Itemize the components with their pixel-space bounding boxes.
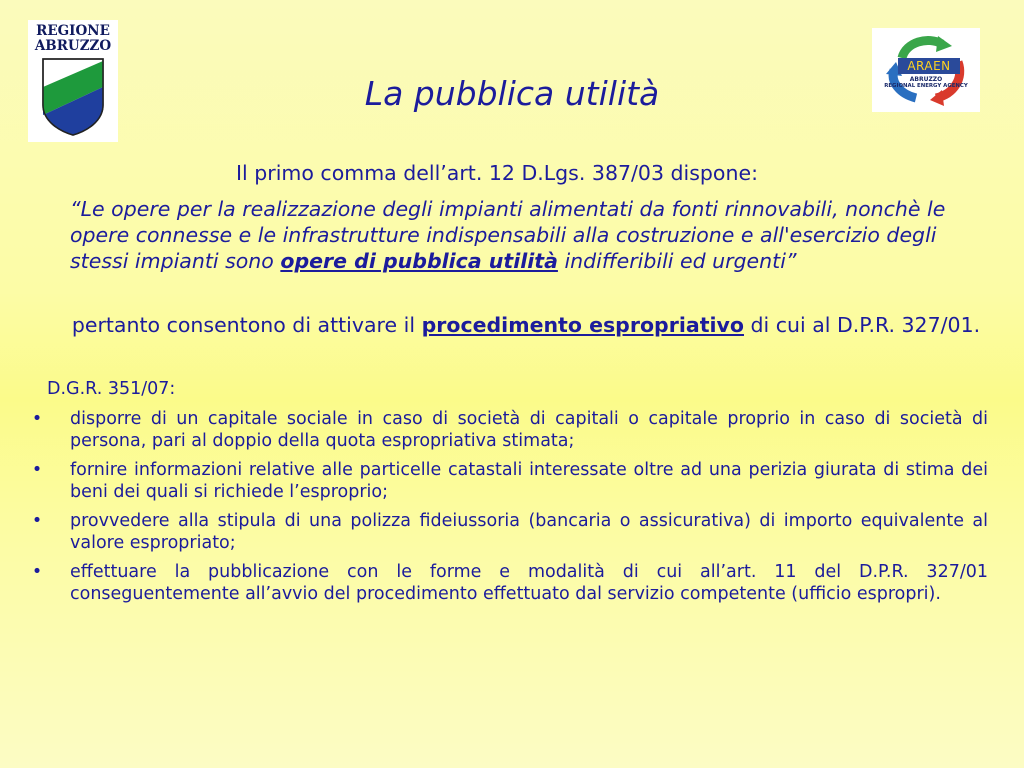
bullet-icon: • (31, 562, 43, 582)
araen-brand: ARAEN (898, 58, 960, 74)
list-item (30, 561, 988, 605)
result-text-after: di cui al D.P.R. 327/01. (743, 313, 981, 337)
bullet-icon: • (31, 511, 43, 531)
list-item (30, 510, 988, 554)
logo-caption: REGIONE ABRUZZO (34, 23, 112, 54)
list-item-text: disporre di un capitale sociale in caso di società di capitali o capitale proprio in caso di società di persona, pari al doppio della quota espropriativa stimata; (70, 409, 988, 451)
araen-sub2: REGIONAL ENERGY AGENCY (884, 83, 968, 89)
quote-text-before: “Le opere per la realizzazione degli impianti alimentati da fonti rinnovabili, nonchè le opere connesse e le infrastrutture indispensabili alla costruzione e all'esercizio degli stessi impianti sono (70, 197, 946, 273)
dgr-label: D.G.R. 351/07: (47, 379, 176, 399)
slide-title: La pubblica utilità (364, 74, 660, 113)
list-item-text: fornire informazioni relative alle particelle catastali interessate oltre ad una perizia giurata di stima dei beni dei quali si richiede l’esproprio; (70, 460, 988, 502)
result-highlight: procedimento espropriativo (421, 313, 744, 337)
bullet-icon: • (31, 460, 43, 480)
result-text-before: pertanto consentono di attivare il (71, 313, 422, 337)
bullet-icon: • (31, 409, 43, 429)
result-text (70, 312, 982, 338)
list-item (30, 459, 988, 503)
list-item (30, 408, 988, 452)
list-item-text: provvedere alla stipula di una polizza fideiussoria (bancaria o assicurativa) di importo equivalente al valore espropriato; (70, 511, 988, 553)
requirements-list (30, 408, 988, 612)
intro-text: Il primo comma dell’art. 12 D.Lgs. 387/03 dispone: (236, 161, 758, 185)
list-item-text: effettuare la pubblicazione con le forme e modalità di cui all’art. 11 del D.P.R. 327/01 conseguentemente all’avvio del procedimento effettuato dal servizio competente (ufficio espropri). (70, 562, 988, 604)
araen-sub1: ABRUZZO (909, 76, 943, 83)
law-quote (70, 196, 950, 274)
quote-highlight: opere di pubblica utilità (280, 249, 558, 273)
quote-text-after: indifferibili ed urgenti” (557, 249, 797, 273)
